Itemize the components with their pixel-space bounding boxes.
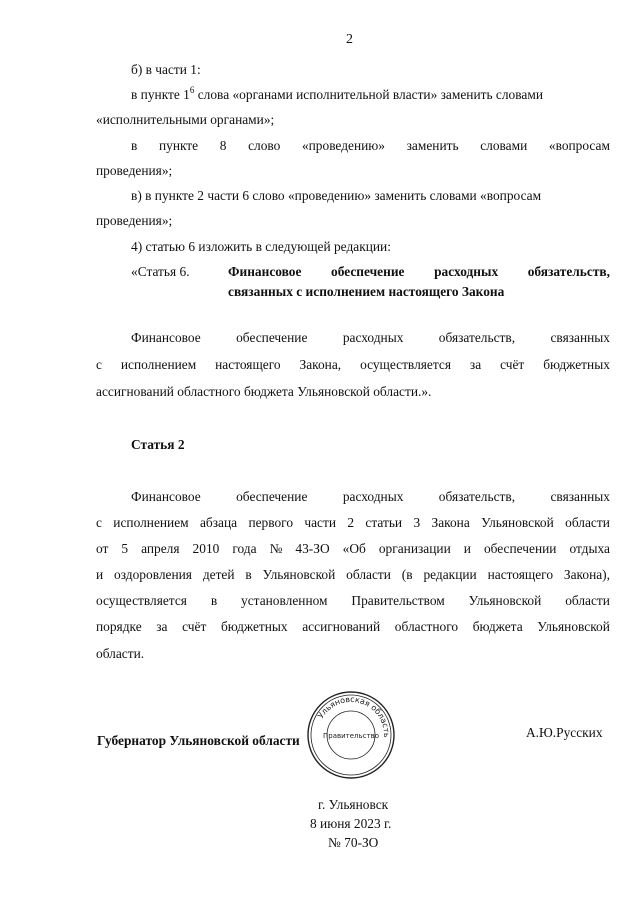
word: части	[304, 515, 337, 530]
article-6-text-line1	[131, 330, 610, 346]
word: и	[463, 541, 471, 556]
word: Финансовое	[228, 264, 302, 279]
word: Закона,	[299, 357, 342, 372]
word: областного	[394, 619, 459, 634]
word: Правительством	[351, 593, 445, 608]
article-2-text-line5	[96, 593, 610, 609]
article-2-text-line1	[131, 489, 610, 505]
word: «вопросам	[548, 138, 610, 153]
footer-number: № 70-ЗО	[328, 835, 379, 850]
word: статьи	[365, 515, 403, 530]
word: обеспечение	[236, 489, 308, 504]
word: и	[96, 567, 104, 582]
word: в	[210, 593, 218, 608]
footer-date: 8 июня 2023 г.	[310, 816, 392, 831]
word: 3	[413, 515, 421, 530]
word: обеспечение	[331, 264, 405, 279]
word: отдыха	[569, 541, 610, 556]
word: абзаца	[199, 515, 238, 530]
word: осуществляется	[96, 593, 187, 608]
word: первого	[248, 515, 294, 530]
word: связанных	[550, 489, 610, 504]
article-2-text-line6	[96, 619, 610, 635]
word: слово	[248, 138, 281, 153]
article-6-title-line2: связанных с исполнением настоящего Закона	[228, 284, 505, 299]
word: обязательств,	[438, 330, 516, 345]
amendment-line-continued: «исполнительными органами»;	[96, 112, 275, 127]
word: счёт	[182, 619, 207, 634]
word: исполнением	[113, 515, 189, 530]
word: Закона),	[563, 567, 610, 582]
word: года	[232, 541, 257, 556]
word: порядке	[96, 619, 142, 634]
word: с	[96, 357, 102, 372]
word: №	[269, 541, 283, 556]
word: бюджетных	[543, 357, 610, 372]
word: осуществляется	[360, 357, 451, 372]
word: 2	[347, 515, 355, 530]
word: Ульяновской	[468, 593, 542, 608]
word: апреля	[141, 541, 180, 556]
word: исполнением	[120, 357, 197, 372]
word: обязательств,	[438, 489, 516, 504]
amendment-line-continued-2: проведения»;	[96, 163, 173, 178]
word: бюджета	[472, 619, 523, 634]
governor-title: Губернатор Ульяновской области	[97, 733, 300, 748]
article-6-label: «Статья 6.	[131, 264, 190, 279]
word: «проведению»	[301, 138, 385, 153]
article-2-heading: Статья 2	[131, 437, 185, 452]
word: Ульяновской	[481, 515, 554, 530]
seal-ring-text: Ульяновская область	[316, 694, 392, 738]
word: в	[245, 567, 252, 582]
amendment-line-point-1-6: в пункте $1^6$ слова «органами исполнительной власти» заменить словами	[131, 85, 543, 102]
word: 43-ЗО	[295, 541, 330, 556]
amendment-line-4: 4) статью 6 изложить в следующей редакции:	[131, 239, 391, 254]
word: Закона	[431, 515, 470, 530]
word: Ульяновской	[262, 567, 336, 582]
word: области	[346, 567, 391, 582]
word: расходных	[434, 264, 499, 279]
word: Финансовое	[131, 489, 201, 504]
word: пункте	[158, 138, 199, 153]
word: детей	[202, 567, 235, 582]
word: за	[156, 619, 168, 634]
word: Ульяновской	[537, 619, 610, 634]
word: Финансовое	[131, 330, 201, 345]
word: 8	[219, 138, 227, 153]
word: от	[96, 541, 109, 556]
article-6-text-line2	[96, 357, 610, 373]
word: редакции	[423, 567, 477, 582]
word: настоящего	[487, 567, 554, 582]
word: 2010	[192, 541, 220, 556]
article-6-title-line1	[228, 264, 610, 280]
word: за	[469, 357, 482, 372]
article-2-text-line7: области.	[96, 646, 145, 661]
word: расходных	[342, 330, 404, 345]
footer-city: г. Ульяновск	[318, 797, 389, 812]
amendment-line-continued-3: проведения»;	[96, 213, 173, 228]
word: организации	[378, 541, 451, 556]
word: бюджетных	[220, 619, 288, 634]
word: (в	[401, 567, 413, 582]
word: оздоровления	[114, 567, 192, 582]
amendment-line-v: в) в пункте 2 части 6 слово «проведению» заменить словами «вопросам	[131, 188, 542, 203]
word: с	[96, 515, 102, 530]
word: установленном	[241, 593, 328, 608]
word: расходных	[342, 489, 404, 504]
governor-name: А.Ю.Русских	[526, 725, 603, 740]
word: настоящего	[215, 357, 281, 372]
word: счёт	[500, 357, 525, 372]
word: заменить	[406, 138, 459, 153]
article-2-text-line2	[96, 515, 610, 531]
word: обеспечение	[236, 330, 308, 345]
amendment-line-point-8	[131, 138, 610, 154]
word: области	[565, 515, 610, 530]
word: 5	[121, 541, 129, 556]
official-seal	[306, 690, 396, 780]
word: обязательств,	[527, 264, 610, 279]
word: ассигнований	[302, 619, 381, 634]
page-number: 2	[346, 32, 353, 47]
word: «Об	[342, 541, 366, 556]
word: обеспечении	[483, 541, 557, 556]
word: в	[131, 138, 138, 153]
article-6-text-line3: ассигнований областного бюджета Ульяновской области.».	[96, 384, 432, 399]
word: области	[565, 593, 610, 608]
word: связанных	[550, 330, 610, 345]
article-2-text-line4	[96, 567, 610, 583]
seal-center-text: Правительство	[323, 732, 379, 740]
article-2-text-line3	[96, 541, 610, 557]
amendment-line-b: б) в части 1:	[131, 62, 201, 77]
word: словами	[480, 138, 528, 153]
